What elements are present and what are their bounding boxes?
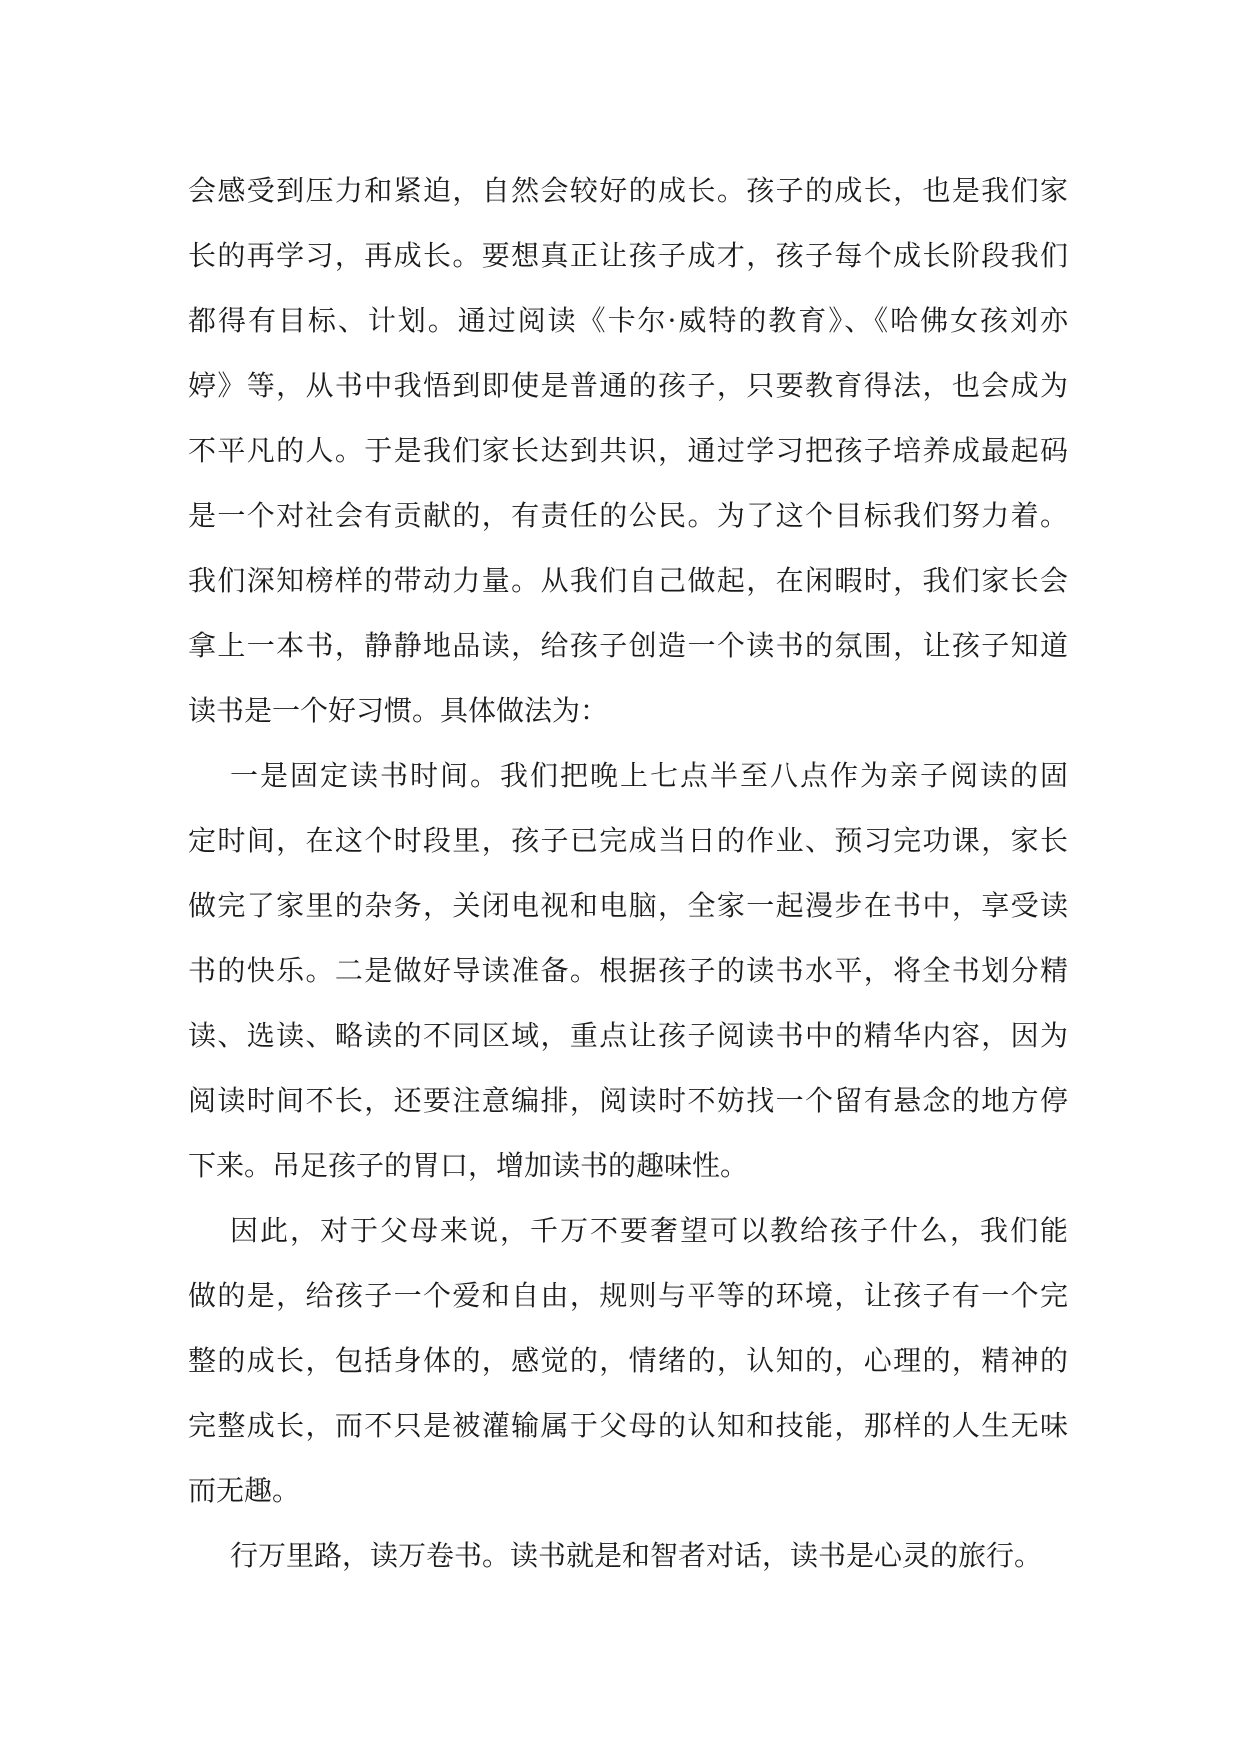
- text-line: 读、选读、略读的不同区域，重点让孩子阅读书中的精华内容，因为: [188, 1019, 1068, 1052]
- text-line: 拿上一本书，静静地品读，给孩子创造一个读书的氛围，让孩子知道: [188, 629, 1068, 662]
- text-line: 我们深知榜样的带动力量。从我们自己做起，在闲暇时，我们家长会: [188, 564, 1068, 597]
- text-line: 读书是一个好习惯。具体做法为：: [188, 694, 609, 727]
- text-line: 做的是，给孩子一个爱和自由，规则与平等的环境，让孩子有一个完: [188, 1279, 1068, 1312]
- text-line: 定时间，在这个时段里，孩子已完成当日的作业、预习完功课，家长: [188, 824, 1068, 857]
- text-line: 书的快乐。二是做好导读准备。根据孩子的读书水平，将全书划分精: [188, 954, 1068, 987]
- text-line: 长的再学习，再成长。要想真正让孩子成才，孩子每个成长阶段我们: [188, 239, 1068, 272]
- paragraph-3: [188, 1198, 1068, 1523]
- text-line: 下来。吊足孩子的胃口，增加读书的趣味性。: [188, 1149, 749, 1182]
- body-text: [188, 158, 1068, 1588]
- paragraph-1: [188, 158, 1068, 743]
- text-line: 整的成长，包括身体的，感觉的，情绪的，认知的，心理的，精神的: [188, 1344, 1068, 1377]
- text-line: 不平凡的人。于是我们家长达到共识，通过学习把孩子培养成最起码: [188, 434, 1068, 467]
- paragraph-2: [188, 743, 1068, 1198]
- paragraph-4: [188, 1523, 1068, 1588]
- text-line: 都得有目标、计划。通过阅读《卡尔·威特的教育》、《哈佛女孩刘亦: [188, 304, 1068, 337]
- text-line: 阅读时间不长，还要注意编排，阅读时不妨找一个留有悬念的地方停: [188, 1084, 1068, 1117]
- text-line: 婷》等，从书中我悟到即使是普通的孩子，只要教育得法，也会成为: [188, 369, 1068, 402]
- text-line: 会感受到压力和紧迫，自然会较好的成长。孩子的成长，也是我们家: [188, 174, 1068, 207]
- text-line: 完整成长，而不只是被灌输属于父母的认知和技能，那样的人生无味: [188, 1409, 1068, 1442]
- text-line: 是一个对社会有贡献的，有责任的公民。为了这个目标我们努力着。: [188, 499, 1068, 532]
- text-line: 因此，对于父母来说，千万不要奢望可以教给孩子什么，我们能: [230, 1214, 1068, 1247]
- text-line: 一是固定读书时间。我们把晚上七点半至八点作为亲子阅读的固: [230, 759, 1068, 792]
- text-line: 行万里路，读万卷书。读书就是和智者对话，读书是心灵的旅行。: [230, 1539, 1043, 1572]
- text-line: 而无趣。: [188, 1474, 301, 1507]
- text-line: 做完了家里的杂务，关闭电视和电脑，全家一起漫步在书中，享受读: [188, 889, 1068, 922]
